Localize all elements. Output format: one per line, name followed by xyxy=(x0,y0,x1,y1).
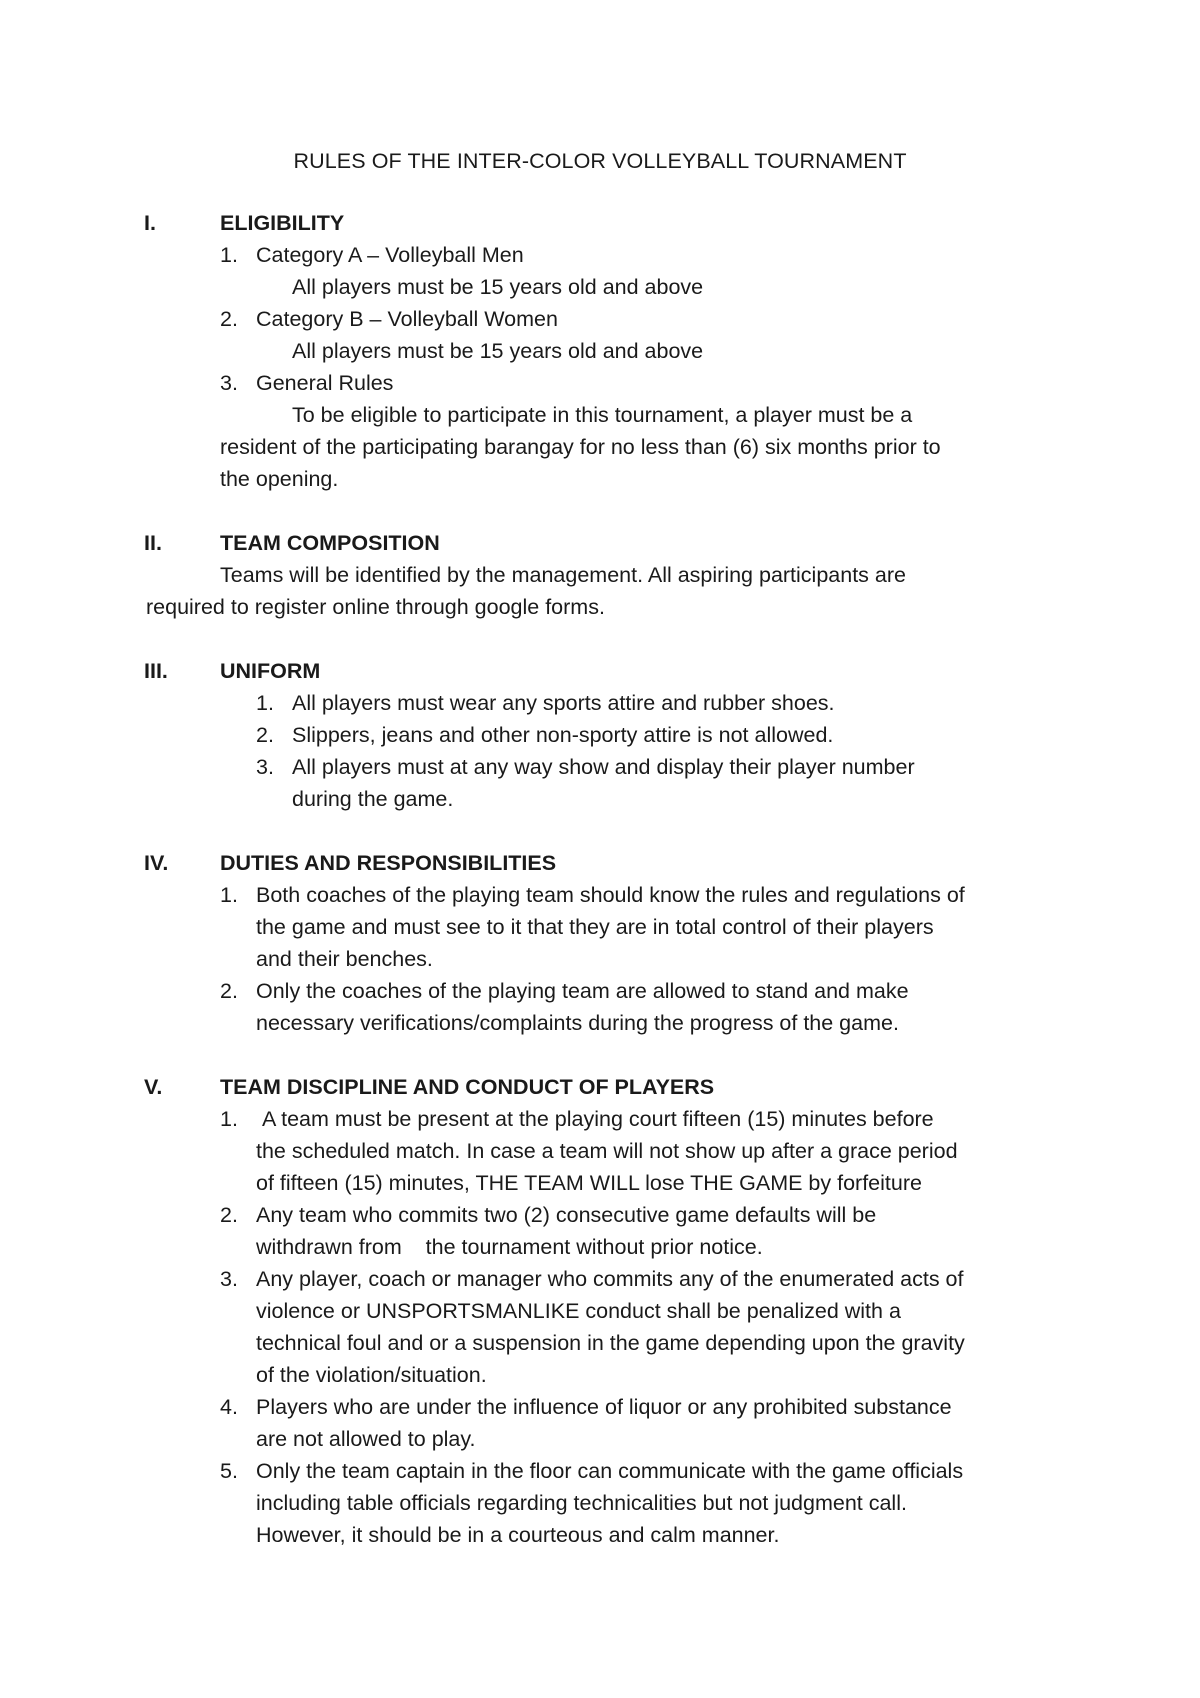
list-item: All players must wear any sports attire and rubber shoes. xyxy=(292,691,835,715)
list-item: Category A – Volleyball Men xyxy=(256,243,524,267)
list-item: Only the coaches of the playing team are allowed to stand and make xyxy=(256,979,909,1003)
list-number: 1. xyxy=(220,243,238,267)
list-item-continuation: withdrawn from the tournament without prior notice. xyxy=(256,1235,763,1259)
list-item-continuation: of fifteen (15) minutes, THE TEAM WILL lose THE GAME by forfeiture xyxy=(256,1171,922,1195)
list-number: 3. xyxy=(220,371,238,395)
list-item-detail: All players must be 15 years old and above xyxy=(292,339,704,363)
list-item: A team must be present at the playing court fifteen (15) minutes before xyxy=(262,1107,934,1131)
list-number: 2. xyxy=(220,307,238,331)
list-item: Any player, coach or manager who commits any of the enumerated acts of xyxy=(256,1267,964,1291)
section-number: IV. xyxy=(144,851,169,875)
section-number: V. xyxy=(144,1075,163,1099)
list-item: All players must at any way show and display their player number xyxy=(292,755,915,779)
list-item-continuation: are not allowed to play. xyxy=(256,1427,476,1451)
section-number: II. xyxy=(144,531,162,555)
list-number: 3. xyxy=(220,1267,238,1291)
paragraph-line: To be eligible to participate in this tournament, a player must be a xyxy=(292,403,913,427)
list-item-continuation: of the violation/situation. xyxy=(256,1363,487,1387)
section-heading: UNIFORM xyxy=(220,659,321,683)
section-number: III. xyxy=(144,659,168,683)
paragraph-line: resident of the participating barangay for no less than (6) six months prior to xyxy=(220,435,941,459)
list-item: Both coaches of the playing team should know the rules and regulations of xyxy=(256,883,965,907)
list-item-continuation: technical foul and or a suspension in the game depending upon the gravity xyxy=(256,1331,965,1355)
list-number: 2. xyxy=(220,1203,238,1227)
paragraph-line: required to register online through google forms. xyxy=(146,595,605,619)
section-number: I. xyxy=(144,211,156,235)
list-item-continuation: during the game. xyxy=(292,787,454,811)
list-item-continuation: the scheduled match. In case a team will not show up after a grace period xyxy=(256,1139,958,1163)
list-number: 2. xyxy=(220,979,238,1003)
list-number: 3. xyxy=(256,755,274,779)
list-item-continuation: necessary verifications/complaints during the progress of the game. xyxy=(256,1011,899,1035)
list-item: Any team who commits two (2) consecutive game defaults will be xyxy=(256,1203,877,1227)
list-item-continuation: violence or UNSPORTSMANLIKE conduct shall be penalized with a xyxy=(256,1299,901,1323)
list-item: Players who are under the influence of liquor or any prohibited substance xyxy=(256,1395,952,1419)
list-item-continuation: However, it should be in a courteous and calm manner. xyxy=(256,1523,780,1547)
list-number: 1. xyxy=(220,883,238,907)
list-number: 5. xyxy=(220,1459,238,1483)
list-number: 4. xyxy=(220,1395,238,1419)
list-number: 2. xyxy=(256,723,274,747)
list-item-continuation: including table officials regarding technicalities but not judgment call. xyxy=(256,1491,907,1515)
list-number: 1. xyxy=(220,1107,238,1131)
list-item: Category B – Volleyball Women xyxy=(256,307,558,331)
section-heading: DUTIES AND RESPONSIBILITIES xyxy=(220,851,557,875)
paragraph-line: the opening. xyxy=(220,467,339,491)
list-item: Slippers, jeans and other non-sporty attire is not allowed. xyxy=(292,723,834,747)
section-heading: TEAM COMPOSITION xyxy=(220,531,440,555)
list-item: General Rules xyxy=(256,371,394,395)
list-item: Only the team captain in the floor can communicate with the game officials xyxy=(256,1459,964,1483)
list-item-continuation: and their benches. xyxy=(256,947,433,971)
list-item-continuation: the game and must see to it that they are in total control of their players xyxy=(256,915,934,939)
section-heading: TEAM DISCIPLINE AND CONDUCT OF PLAYERS xyxy=(220,1075,715,1099)
list-item-detail: All players must be 15 years old and above xyxy=(292,275,704,299)
list-number: 1. xyxy=(256,691,274,715)
section-heading: ELIGIBILITY xyxy=(220,211,345,235)
document-title: RULES OF THE INTER-COLOR VOLLEYBALL TOURNAMENT xyxy=(293,149,907,173)
paragraph-line: Teams will be identified by the management. All aspiring participants are xyxy=(220,563,906,587)
